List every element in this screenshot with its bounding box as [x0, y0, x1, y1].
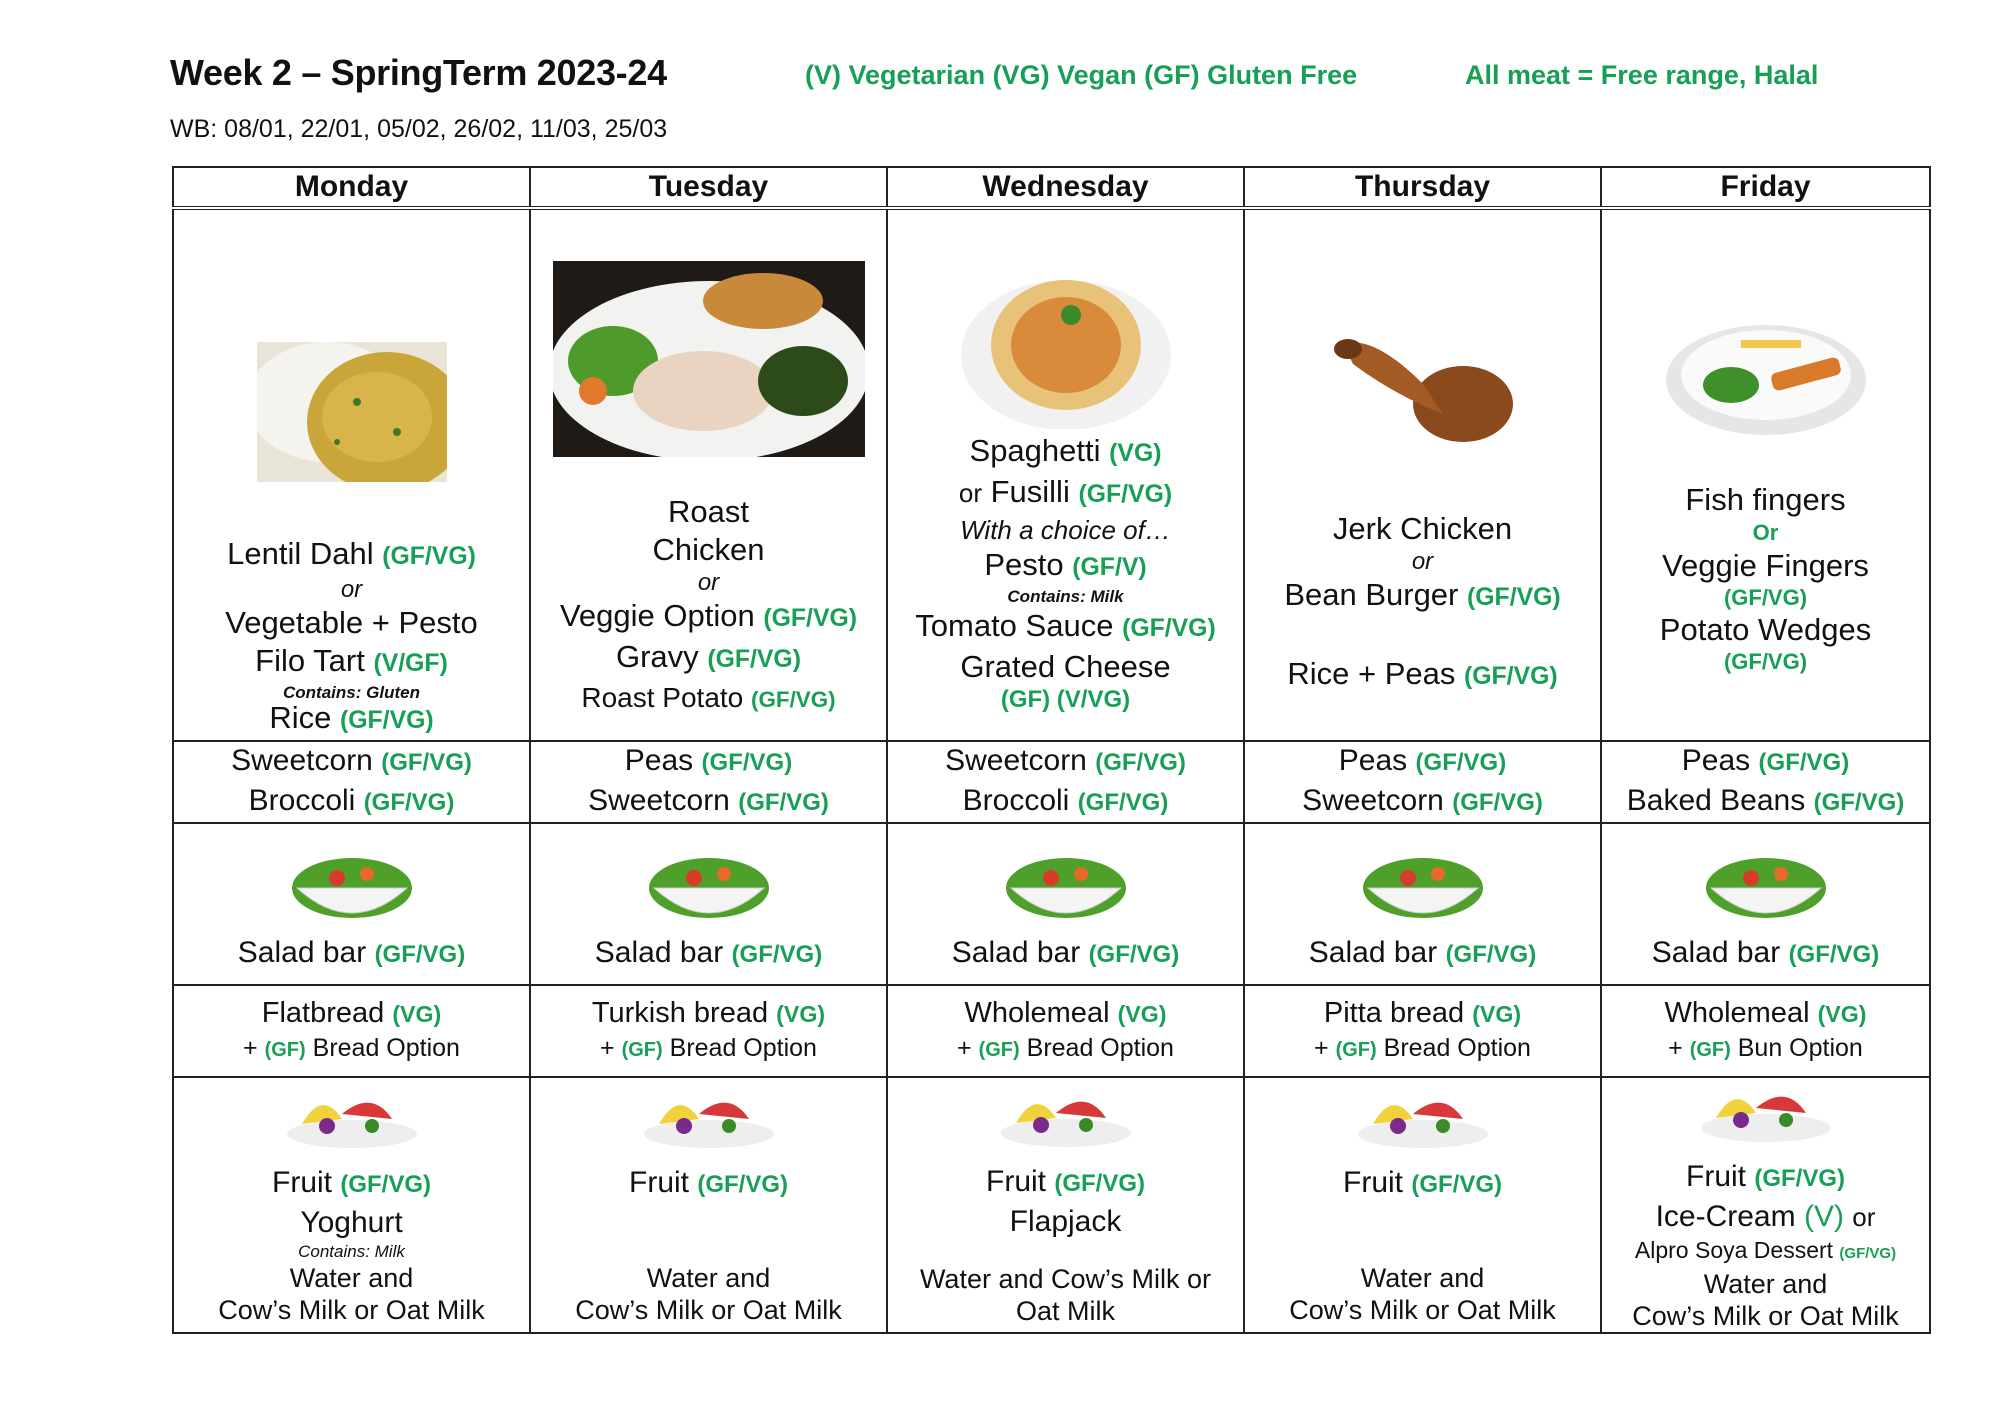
main-thursday — [1244, 208, 1601, 741]
diet-tag: (GF/VG) — [1411, 1171, 1502, 1198]
dish-veggie-fingers: Veggie Fingers — [1662, 548, 1869, 583]
dessert-fruit: Fruit — [1686, 1160, 1746, 1193]
or-label: Or — [1752, 520, 1779, 545]
dessert-fruit: Fruit — [1343, 1166, 1403, 1199]
roast-chicken-photo-icon — [553, 261, 865, 457]
salad-row — [173, 823, 1930, 985]
salad-bowl-icon — [282, 838, 422, 928]
veg-tuesday — [530, 741, 887, 823]
main-monday — [173, 208, 530, 741]
diet-tag: (GF) — [621, 1038, 663, 1061]
veg-item: Sweetcorn — [1302, 784, 1444, 817]
salad-tuesday — [530, 823, 887, 985]
bread-name: Flatbread — [261, 996, 385, 1029]
salad-monday — [173, 823, 530, 985]
or-label: or — [697, 569, 720, 596]
bread-option: Bread Option — [669, 1033, 817, 1062]
plus-sign: + — [1668, 1033, 1683, 1062]
page-title: Week 2 – SpringTerm 2023-24 — [170, 52, 667, 93]
day-header-monday: Monday — [173, 167, 530, 208]
side-rice: Rice — [269, 700, 332, 735]
veg-item: Sweetcorn — [588, 784, 730, 817]
diet-tag: (GF/VG) — [1467, 584, 1561, 611]
diet-tag: (GF/VG) — [1088, 941, 1180, 968]
veg-item: Baked Beans — [1626, 784, 1806, 817]
dessert-thursday — [1244, 1077, 1601, 1333]
spaghetti-photo-icon — [961, 265, 1171, 429]
drinks-line: Water and Cow’s Milk or — [919, 1264, 1212, 1294]
diet-tag: (VG) — [1109, 440, 1162, 467]
dessert-row — [173, 1077, 1930, 1333]
veg-friday — [1601, 741, 1930, 823]
salad-bowl-icon — [1353, 838, 1493, 928]
diet-tag: (VG) — [392, 1000, 442, 1027]
main-wednesday — [887, 208, 1244, 741]
veg-thursday — [1244, 741, 1601, 823]
bread-option: Bread Option — [312, 1033, 460, 1062]
fruit-plate-icon — [639, 1084, 779, 1154]
allergen-note: Contains: Milk — [298, 1242, 405, 1261]
diet-tag: (GF/VG) — [697, 1171, 788, 1198]
or-label: or — [340, 576, 363, 603]
diet-tag: (GF) — [1335, 1038, 1377, 1061]
dessert-tuesday — [530, 1077, 887, 1333]
diet-tag: (GF/VG) — [1445, 941, 1537, 968]
veg-monday — [173, 741, 530, 823]
day-header-wednesday: Wednesday — [887, 167, 1244, 208]
dessert-fruit: Fruit — [629, 1166, 689, 1199]
dessert-friday — [1601, 1077, 1930, 1333]
veg-item: Peas — [624, 744, 694, 777]
main-friday — [1601, 208, 1930, 741]
bread-name: Turkish bread — [591, 996, 769, 1029]
diet-tag: (GF/VG) — [1077, 789, 1169, 816]
salad-bowl-icon — [639, 838, 779, 928]
diet-tag: (V) — [1803, 1200, 1844, 1233]
dish-tomato-sauce: Tomato Sauce — [915, 608, 1114, 643]
fruit-plate-icon — [282, 1084, 422, 1154]
bread-option: Bun Option — [1737, 1033, 1863, 1062]
diet-tag: (GF/VG) — [374, 941, 466, 968]
main-course-row — [173, 208, 1930, 741]
diet-tag: (GF) — [1689, 1038, 1731, 1061]
bread-option: Bread Option — [1026, 1033, 1174, 1062]
salad-bowl-icon — [1696, 838, 1836, 928]
bread-friday — [1601, 985, 1930, 1077]
bread-option: Bread Option — [1383, 1033, 1531, 1062]
bread-name: Wholemeal — [1664, 996, 1810, 1029]
dish-fish-fingers: Fish fingers — [1685, 482, 1846, 517]
diet-tag: (VG) — [1472, 1000, 1522, 1027]
dessert-ice-cream: Ice-Cream — [1655, 1200, 1796, 1233]
drinks-line: Water and — [1360, 1263, 1485, 1293]
plus-sign: + — [957, 1033, 972, 1062]
dish-rice-peas: Rice + Peas — [1287, 656, 1456, 691]
drinks-line: Cow’s Milk or Oat Milk — [1632, 1301, 1899, 1331]
dish-fusilli: Fusilli — [990, 474, 1070, 509]
diet-tag: (GF/VG) — [1054, 1170, 1145, 1197]
dish-grated-cheese: Grated Cheese — [960, 649, 1171, 684]
drinks-line: Cow’s Milk or Oat Milk — [575, 1295, 842, 1325]
dessert-flapjack: Flapjack — [1009, 1205, 1122, 1238]
veg-item: Sweetcorn — [231, 744, 373, 777]
salad-friday — [1601, 823, 1930, 985]
dessert-fruit: Fruit — [986, 1165, 1046, 1198]
allergen-note: Contains: Gluten — [283, 683, 420, 702]
meat-legend: All meat = Free range, Halal — [1465, 60, 1819, 90]
dish-filo-tart: Filo Tart — [255, 643, 365, 678]
diet-tag: (GF/VG) — [1723, 649, 1808, 674]
salad-bowl-icon — [996, 838, 1136, 928]
veg-item: Sweetcorn — [945, 744, 1087, 777]
diet-tag: (GF) — [264, 1038, 306, 1061]
fish-fingers-photo-icon — [1661, 310, 1871, 440]
diet-tag: (VG) — [1817, 1000, 1867, 1027]
bread-thursday — [1244, 985, 1601, 1077]
diet-legend: (V) Vegetarian (VG) Vegan (GF) Gluten Free — [805, 60, 1358, 90]
day-header-tuesday: Tuesday — [530, 167, 887, 208]
bread-wednesday — [887, 985, 1244, 1077]
bread-row — [173, 985, 1930, 1077]
drinks-line: Cow’s Milk or Oat Milk — [1289, 1295, 1556, 1325]
drinks-line: Water and — [646, 1263, 771, 1293]
diet-tag: (VG) — [776, 1000, 826, 1027]
drinks-line: Water and — [1703, 1269, 1828, 1299]
dish-roast: Roast — [668, 494, 749, 529]
dish-pesto: Pesto — [984, 547, 1064, 582]
diet-tag: (GF/VG) — [1078, 481, 1173, 508]
plus-sign: + — [1314, 1033, 1329, 1062]
veg-item: Peas — [1681, 744, 1751, 777]
bread-tuesday — [530, 985, 887, 1077]
dish-bean-burger: Bean Burger — [1284, 577, 1459, 612]
drinks-line: Oat Milk — [1015, 1296, 1115, 1326]
diet-tag: (GF/VG) — [381, 749, 472, 776]
plus-sign: + — [600, 1033, 615, 1062]
diet-tag: (GF/VG) — [763, 605, 858, 632]
lentil-dahl-photo-icon — [257, 342, 447, 482]
day-header-row — [173, 167, 1930, 208]
drinks-line: Water and — [289, 1263, 414, 1293]
dish-potato-wedges: Potato Wedges — [1659, 612, 1872, 647]
diet-tag: (GF/VG) — [1452, 789, 1543, 816]
dish-roast-potato: Roast Potato — [581, 682, 744, 713]
bread-name: Wholemeal — [964, 996, 1110, 1029]
diet-tag: (GF/VG) — [1788, 941, 1880, 968]
diet-tag: (V/GF) — [373, 650, 448, 677]
dish-spaghetti: Spaghetti — [969, 433, 1101, 468]
diet-tag: (GF/VG) — [1758, 749, 1850, 776]
diet-tag: (GF/VG) — [363, 789, 455, 816]
dish-jerk-chicken: Jerk Chicken — [1332, 511, 1513, 546]
plus-sign: + — [243, 1033, 258, 1062]
salad-label: Salad bar — [1651, 936, 1781, 969]
diet-tag: (GF/VG) — [701, 749, 793, 776]
bread-monday — [173, 985, 530, 1077]
dish-gravy: Gravy — [616, 639, 699, 674]
bread-name: Pitta bread — [1323, 996, 1465, 1029]
salad-thursday — [1244, 823, 1601, 985]
salad-label: Salad bar — [237, 936, 367, 969]
salad-wednesday — [887, 823, 1244, 985]
dish-veggie-option: Veggie Option — [559, 598, 755, 633]
dessert-monday — [173, 1077, 530, 1333]
choice-label: With a choice of… — [960, 515, 1171, 545]
salad-label: Salad bar — [594, 936, 724, 969]
main-tuesday — [530, 208, 887, 741]
fruit-plate-icon — [996, 1083, 1136, 1153]
drinks-line: Cow’s Milk or Oat Milk — [218, 1295, 485, 1325]
diet-tag: (GF) (V/VG) — [1000, 686, 1131, 713]
day-header-friday: Friday — [1601, 167, 1930, 208]
dessert-yoghurt: Yoghurt — [300, 1206, 403, 1239]
menu-table — [172, 166, 1931, 1334]
salad-label: Salad bar — [951, 936, 1081, 969]
veg-item: Broccoli — [962, 784, 1070, 817]
dessert-alpro-soya: Alpro Soya Dessert — [1634, 1237, 1834, 1263]
dish-vegetable-pesto: Vegetable + Pesto — [225, 605, 478, 640]
allergen-note: Contains: Milk — [1007, 587, 1124, 606]
veg-item: Broccoli — [248, 784, 356, 817]
dish-lentil-dahl: Lentil Dahl — [227, 536, 374, 571]
diet-tag: (GF/VG) — [1415, 749, 1507, 776]
vegetables-row — [173, 741, 1930, 823]
fruit-plate-icon — [1696, 1078, 1836, 1148]
diet-tag: (VG) — [1117, 1000, 1167, 1027]
diet-tag: (GF) — [978, 1038, 1020, 1061]
or-label: or — [958, 478, 982, 508]
diet-tag: (GF/VG) — [1839, 1245, 1897, 1262]
veg-item: Peas — [1338, 744, 1408, 777]
diet-tag: (GF/VG) — [1723, 585, 1808, 610]
salad-label: Salad bar — [1308, 936, 1438, 969]
diet-tag: (GF/VG) — [731, 941, 823, 968]
diet-tag: (GF/VG) — [1122, 615, 1216, 642]
day-header-thursday: Thursday — [1244, 167, 1601, 208]
diet-tag: (GF/VG) — [1813, 789, 1905, 816]
diet-tag: (GF/V) — [1072, 554, 1147, 581]
diet-tag: (GF/VG) — [339, 707, 434, 734]
diet-tag: (GF/VG) — [1095, 749, 1186, 776]
dish-chicken: Chicken — [652, 532, 765, 567]
veg-wednesday — [887, 741, 1244, 823]
diet-tag: (GF/VG) — [340, 1171, 431, 1198]
or-label: or — [1411, 548, 1434, 575]
dessert-fruit: Fruit — [272, 1166, 332, 1199]
jerk-chicken-photo-icon — [1313, 304, 1533, 464]
diet-tag: (GF/VG) — [738, 789, 829, 816]
week-beginning-dates: WB: 08/01, 22/01, 05/02, 26/02, 11/03, 25/03 — [170, 115, 668, 143]
fruit-plate-icon — [1353, 1084, 1493, 1154]
diet-tag: (GF/VG) — [751, 687, 836, 712]
dessert-wednesday — [887, 1077, 1244, 1333]
diet-tag: (GF/VG) — [1754, 1165, 1845, 1192]
or-label: or — [1852, 1202, 1876, 1232]
diet-tag: (GF/VG) — [1463, 663, 1558, 690]
diet-tag: (GF/VG) — [382, 543, 476, 570]
diet-tag: (GF/VG) — [707, 646, 801, 673]
